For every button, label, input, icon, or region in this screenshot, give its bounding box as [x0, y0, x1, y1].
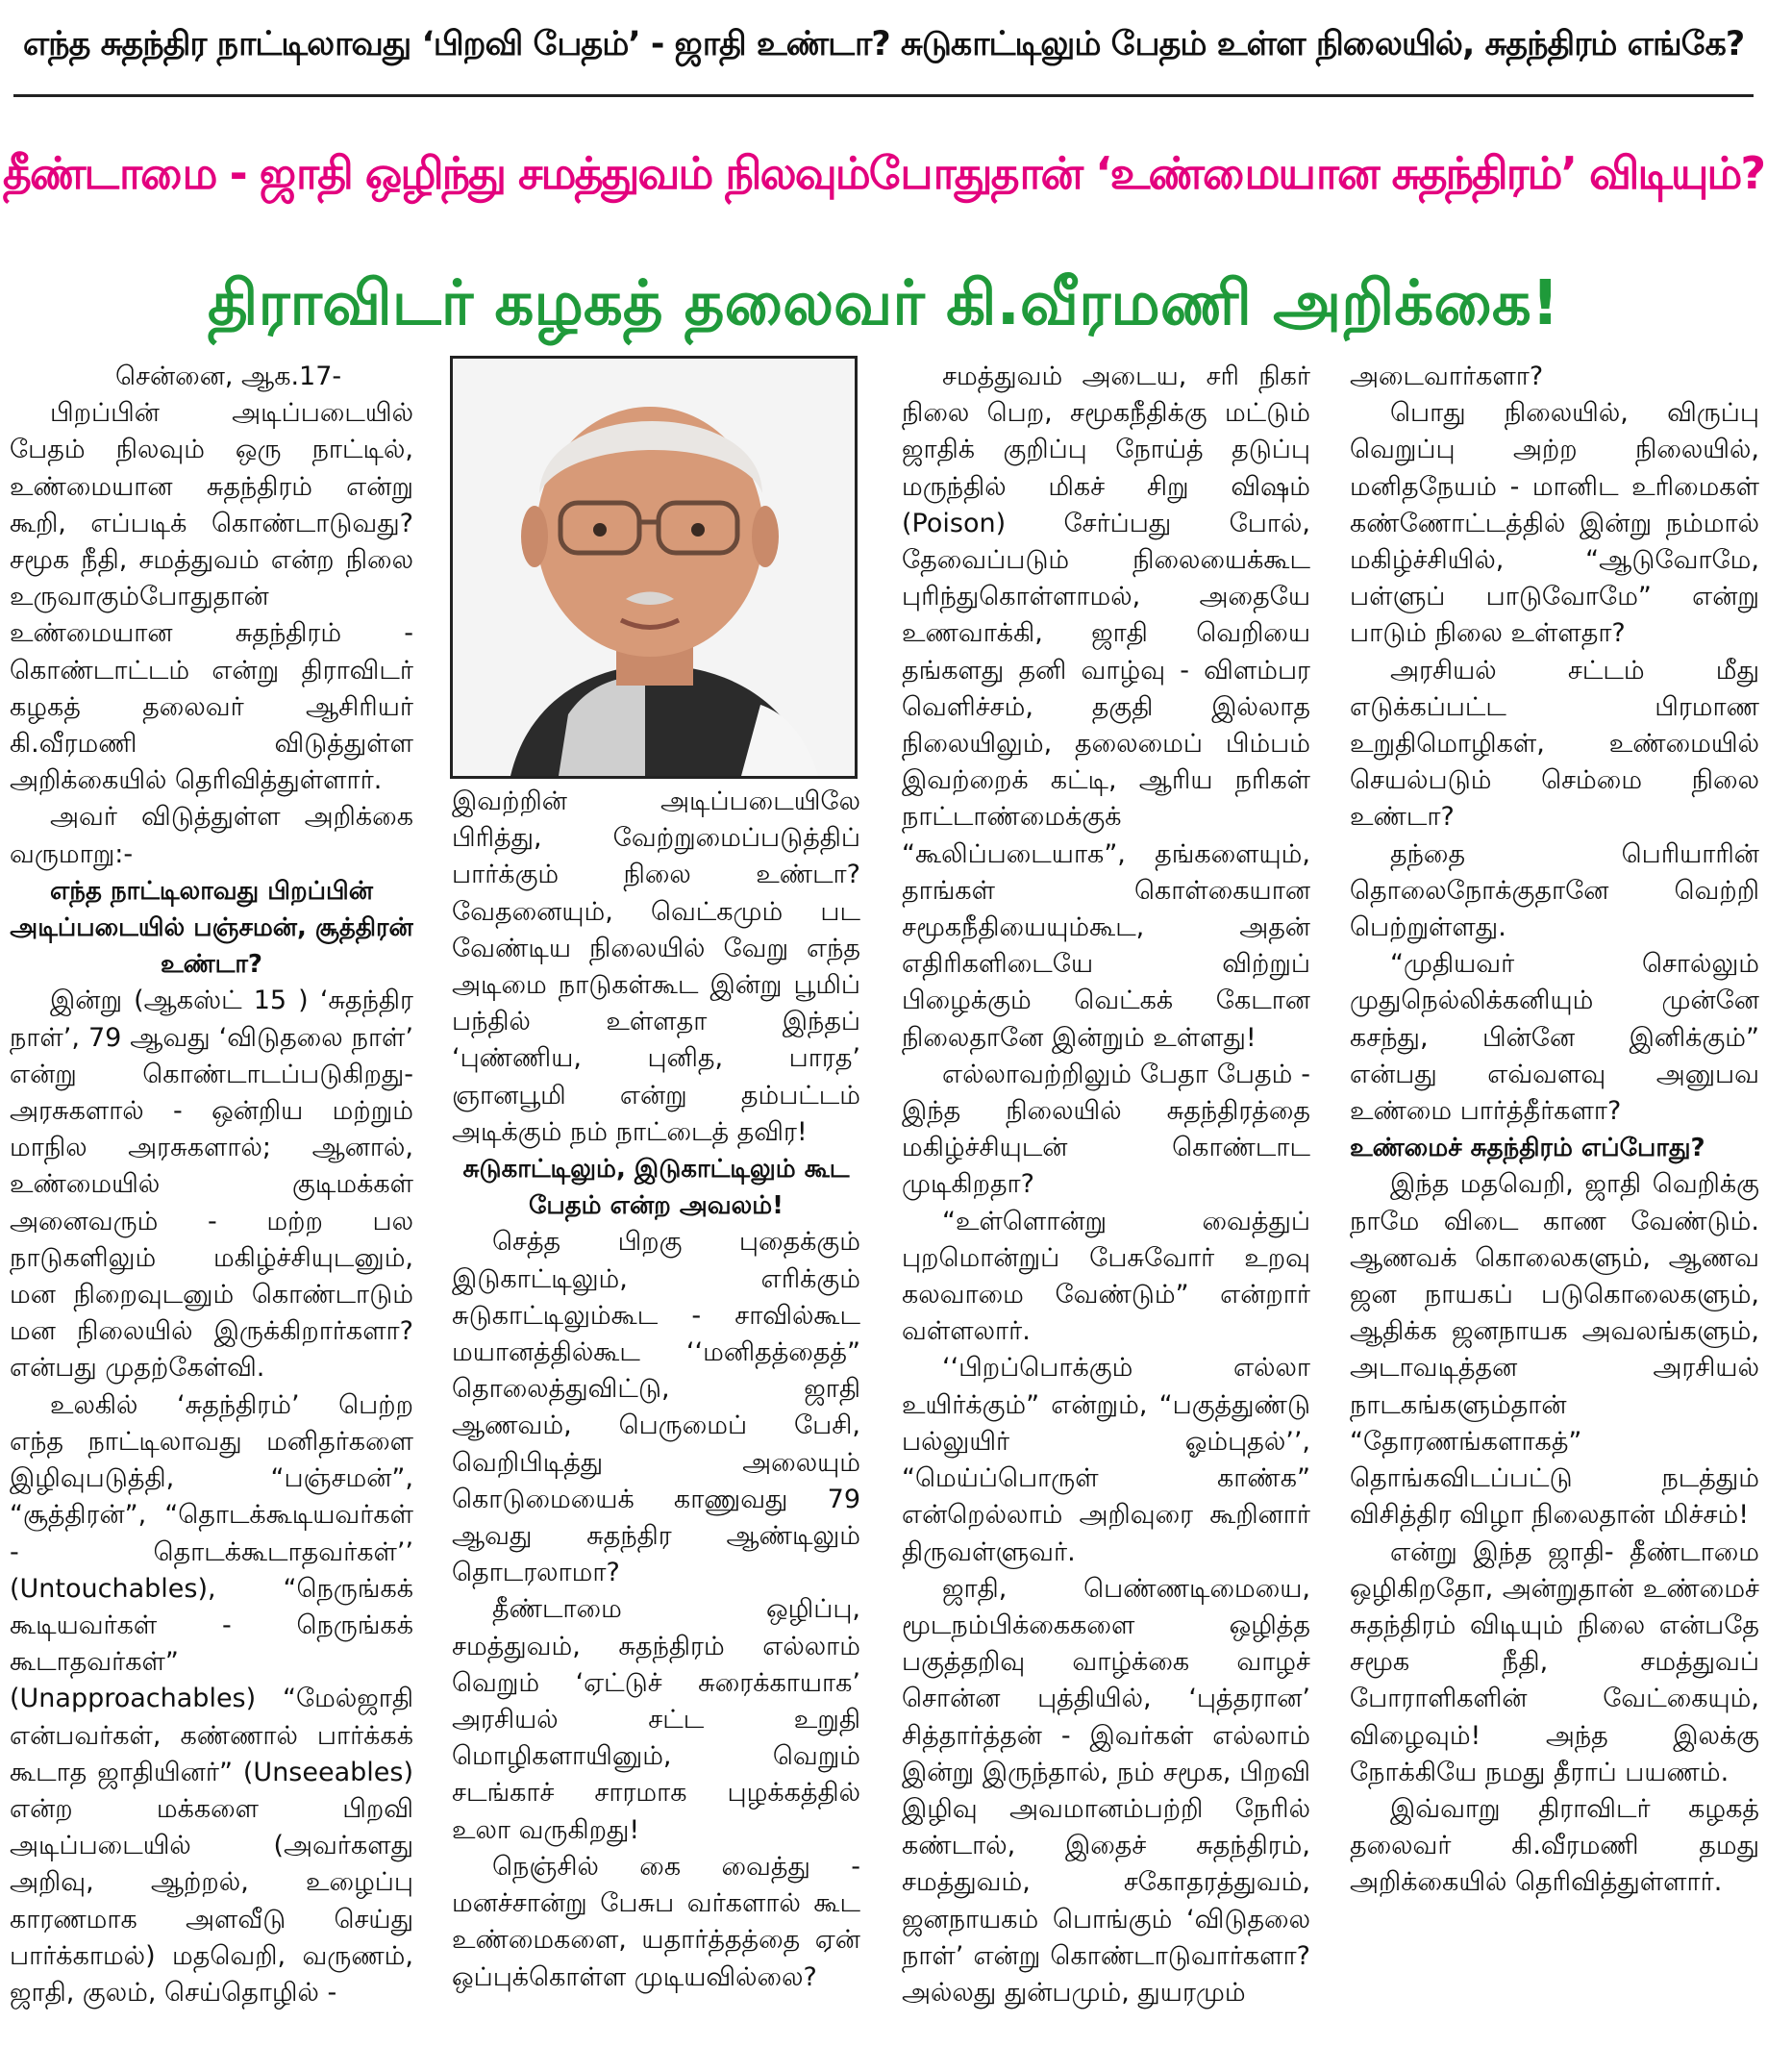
article-column-2 — [452, 784, 860, 2072]
paragraph: செத்த பிறகு புதைக்கும் இடுகாட்டிலும், எரிக்கும் சுடுகாட்டிலும்கூட - சாவில்கூட மயானத்தில்கூட ‘‘மனிதத்தைத்” தொலைத்துவிட்டு, ஜாதி ஆணவம், பெருமைப் பேசி, வெறிபிடித்து அலையும் கொடுமையைக் காணுவது 79 ஆவது சுதந்திர ஆண்டிலும் தொடரலாமா? — [452, 1227, 860, 1588]
paragraph: இவற்றின் அடிப்படையிலே பிரித்து, வேற்றுமைப்படுத்திப் பார்க்கும் நிலை உண்டா? வேதனையும், வெட்கமும் பட வேண்டிய நிலையில் வேறு எந்த அடிமை நாடுகள்கூட இன்று பூமிப் பந்தில் உள்ளதா இந்தப் ‘புண்ணிய, புனித, பாரத’ ஞானபூமி என்று தம்பட்டம் அடிக்கும் நம் நாட்டைத் தவிர! — [452, 786, 860, 1147]
portrait-photo — [450, 356, 858, 779]
paragraph: ‘‘பிறப்பொக்கும் எல்லா உயிர்க்கும்” என்றும், “பகுத்துண்டு பல்லுயிர் ஓம்புதல்’’, “மெய்ப்பொருள் காண்க” என்றெல்லாம் அறிவுரை கூறினார் திருவள்ளுவர். — [902, 1353, 1310, 1567]
top-headline: எந்த சுதந்திர நாட்டிலாவது ‘பிறவி பேதம்’ - ஜாதி உண்டா? சுடுகாட்டிலும் பேதம் உள்ள நிலையில், சுதந்திரம் எங்கே? — [22, 25, 1745, 63]
paragraph: அடைவார்களா? — [1350, 362, 1544, 391]
paragraph: என்று இந்த ஜாதி- தீண்டாமை ஒழிகிறதோ, அன்றுதான் உண்மைச் சுதந்திரம் விடியும் நிலை என்பதே சமூக நீதி, சமத்துவப் போராளிகளின் வேட்கையும், விழைவும்! அந்த இலக்கு நோக்கியே நமது தீராப் பயணம். — [1350, 1536, 1759, 1787]
paragraph: இந்த மதவெறி, ஜாதி வெறிக்கு நாமே விடை காண வேண்டும். ஆணவக் கொலைகளும், ஆணவ ஜன நாயகப் படுகொலைகளும், ஆதிக்க ஜனநாயக அவலங்களும், அடாவடித்தன அரசியல் நாடகங்களும்தான் “தோரணங்களாகத்” தொங்கவிடப்பட்டு நடத்தும் விசித்திர விழா நிலைதான் மிச்சம்! — [1350, 1169, 1759, 1531]
subheading: உண்மைச் சுதந்திரம் எப்போது? — [1350, 1134, 1705, 1163]
paragraph: சமத்துவம் அடைய, சரி நிகர் நிலை பெற, சமூகநீதிக்கு மட்டும் ஜாதிக் குறிப்பு நோய்த் தடுப்பு மருந்தில் மிகச் சிறு விஷம் (Poison) சேர்ப்பது போல், தேவைப்படும் நிலையைக்கூட புரிந்துகொள்ளாமல், அதையே உணவாக்கி, ஜாதி வெறியை தங்களது தனி வாழ்வு - விளம்பர வெளிச்சம், தகுதி இல்லாத நிலையிலும், தலைமைப் பிம்பம் இவற்றைக் கட்டி, ஆரிய நரிகள் நாட்டாண்மைக்குக் “கூலிப்படையாக”, தங்களையும், தாங்கள் கொள்கையான சமூகநீதியையும்கூட, அதன் எதிரிகளிடையே விற்றுப் பிழைக்கும் வெட்கக் கேடான நிலைதானே இன்றும் உள்ளது! — [902, 362, 1310, 1053]
paragraph: “உள்ளொன்று வைத்துப் புறமொன்றுப் பேசுவோர் உறவு கலவாமை வேண்டும்” என்றார் வள்ளலார். — [902, 1206, 1310, 1347]
headline-divider — [13, 94, 1754, 97]
paragraph: இவ்வாறு திராவிடர் கழகத் தலைவர் கி.வீரமணி தமது அறிக்கையில் தெரிவித்துள்ளார். — [1350, 1793, 1759, 1898]
article-column-4 — [1350, 359, 1759, 2070]
main-headline: தீண்டாமை - ஜாதி ஒழிந்து சமத்துவம் நிலவும்போதுதான் ‘உண்மையான சுதந்திரம்’ விடியும்? — [2, 146, 1765, 199]
article-column-1 — [10, 359, 413, 2070]
paragraph: இன்று (ஆகஸ்ட் 15 ) ‘சுதந்திர நாள்’, 79 ஆவது ‘விடுதலை நாள்’ என்று கொண்டாடப்படுகிறது- அரசுகளால் - ஒன்றிய மற்றும் மாநில அரசுகளால்; ஆனால், உண்மையில் குடிமக்கள் அனைவரும் - மற்ற பல நாடுகளிலும் மகிழ்ச்சியுடனும், மன நிறைவுடனும் கொண்டாடும் மன நிலையில் இருக்கிறார்களா? என்பது முதற்கேள்வி. — [10, 986, 413, 1384]
paragraph: தந்தை பெரியாரின் தொலைநோக்குதானே வெற்றி பெற்றுள்ளது. — [1350, 838, 1759, 943]
subheading: சுடுகாட்டிலும், இடுகாட்டிலும் கூட பேதம் என்ற அவலம்! — [462, 1155, 850, 1221]
paragraph: அரசியல் சட்டம் மீது எடுக்கப்பட்ட பிரமாண உறுதிமொழிகள், உண்மையில் செயல்படும் செம்மை நிலை உண்டா? — [1350, 655, 1759, 833]
subheading: எந்த நாட்டிலாவது பிறப்பின் அடிப்படையில் பஞ்சமன், சூத்திரன் உண்டா? — [10, 876, 413, 980]
dateline: சென்னை, ஆக.17- — [115, 362, 342, 391]
article-column-3 — [902, 359, 1310, 2070]
paragraph: தீண்டாமை ஒழிப்பு, சமத்துவம், சுதந்திரம் எல்லாம் வெறும் ‘ஏட்டுச் சுரைக்காயாக’ அரசியல் சட்ட உறுதி மொழிகளாயினும், வெறும் சடங்காச் சாரமாக புழக்கத்தில் உலா வருகிறது! — [452, 1594, 860, 1845]
paragraph: நெஞ்சில் கை வைத்து - மனச்சான்று பேசுப வர்களால் கூட உண்மைகளை, யதார்த்தத்தை ஏன் ஒப்புக்கொள்ள முடியவில்லை? — [452, 1851, 860, 1992]
paragraph: அவர் விடுத்துள்ள அறிக்கை வருமாறு:- — [10, 802, 413, 869]
paragraph: பொது நிலையில், விருப்பு வெறுப்பு அற்ற நிலையில், மனிதநேயம் - மானிட உரிமைகள் கண்ணோட்டத்தில் இன்று நம்மால் மகிழ்ச்சியில், “ஆடுவோமே, பள்ளுப் பாடுவோமே” என்று பாடும் நிலை உள்ளதா? — [1350, 398, 1759, 649]
paragraph: பிறப்பின் அடிப்படையில் பேதம் நிலவும் ஒரு நாட்டில், உண்மையான சுதந்திரம் என்று கூறி, எப்படிக் கொண்டாடுவது? சமூக நீதி, சமத்துவம் என்ற நிலை உருவாகும்போதுதான் உண்மையான சுதந்திரம் - கொண்டாட்டம் என்று திராவிடர் கழகத் தலைவர் ஆசிரியர் கி.வீரமணி விடுத்துள்ள அறிக்கையில் தெரிவித்துள்ளார். — [10, 398, 413, 796]
paragraph: “முதியவர் சொல்லும் முதுநெல்லிக்கனியும் முன்னே கசந்து, பின்னே இனிக்கும்” என்பது எவ்வளவு அனுபவ உண்மை பார்த்தீர்களா? — [1350, 949, 1759, 1127]
paragraph: ஜாதி, பெண்ணடிமையை, மூடநம்பிக்கைகளை ஒழித்த பகுத்தறிவு வாழ்க்கை வாழச் சொன்ன புத்தியில், ‘புத்தரான’ சித்தார்த்தன் - இவர்கள் எல்லாம் இன்று இருந்தால், நம் சமூக, பிறவி இழிவு அவமானம்பற்றி நேரில் கண்டால், இதைச் சுதந்திரம், சமத்துவம், சகோதரத்துவம், ஜனநாயகம் பொங்கும் ‘விடுதலை நாள்’ என்று கொண்டாடுவார்களா? அல்லது துன்பமும், துயரமும் — [902, 1573, 1310, 2008]
paragraph: எல்லாவற்றிலும் பேதா பேதம் - இந்த நிலையில் சுதந்திரத்தை மகிழ்ச்சியுடன் கொண்டாட முடிகிறதா? — [902, 1059, 1310, 1200]
portrait-photo-graphic — [453, 359, 855, 776]
paragraph: உலகில் ‘சுதந்திரம்’ பெற்ற எந்த நாட்டிலாவது மனிதர்களை இழிவுபடுத்தி, “பஞ்சமன்”, “சூத்திரன்”, “தொடக்கூடியவர்கள் - தொடக்கூடாதவர்கள்’’ (Untouchables), “நெருங்கக் கூடியவர்கள் - நெருங்கக் கூடாதவர்கள்” (Unapproachables) “மேல்ஜாதி என்பவர்கள், கண்ணால் பார்க்கக் கூடாத ஜாதியினர்” (Unseeables) என்ற மக்களை பிறவி அடிப்படையில் (அவர்களது அறிவு, ஆற்றல், உழைப்பு காரணமாக அளவீடு செய்து பார்க்காமல்) மதவெறி, வருணம், ஜாதி, குலம், செய்தொழில் - — [10, 1389, 413, 2008]
sub-headline: திராவிடர் கழகத் தலைவர் கி.வீரமணி அறிக்கை! — [208, 268, 1559, 339]
